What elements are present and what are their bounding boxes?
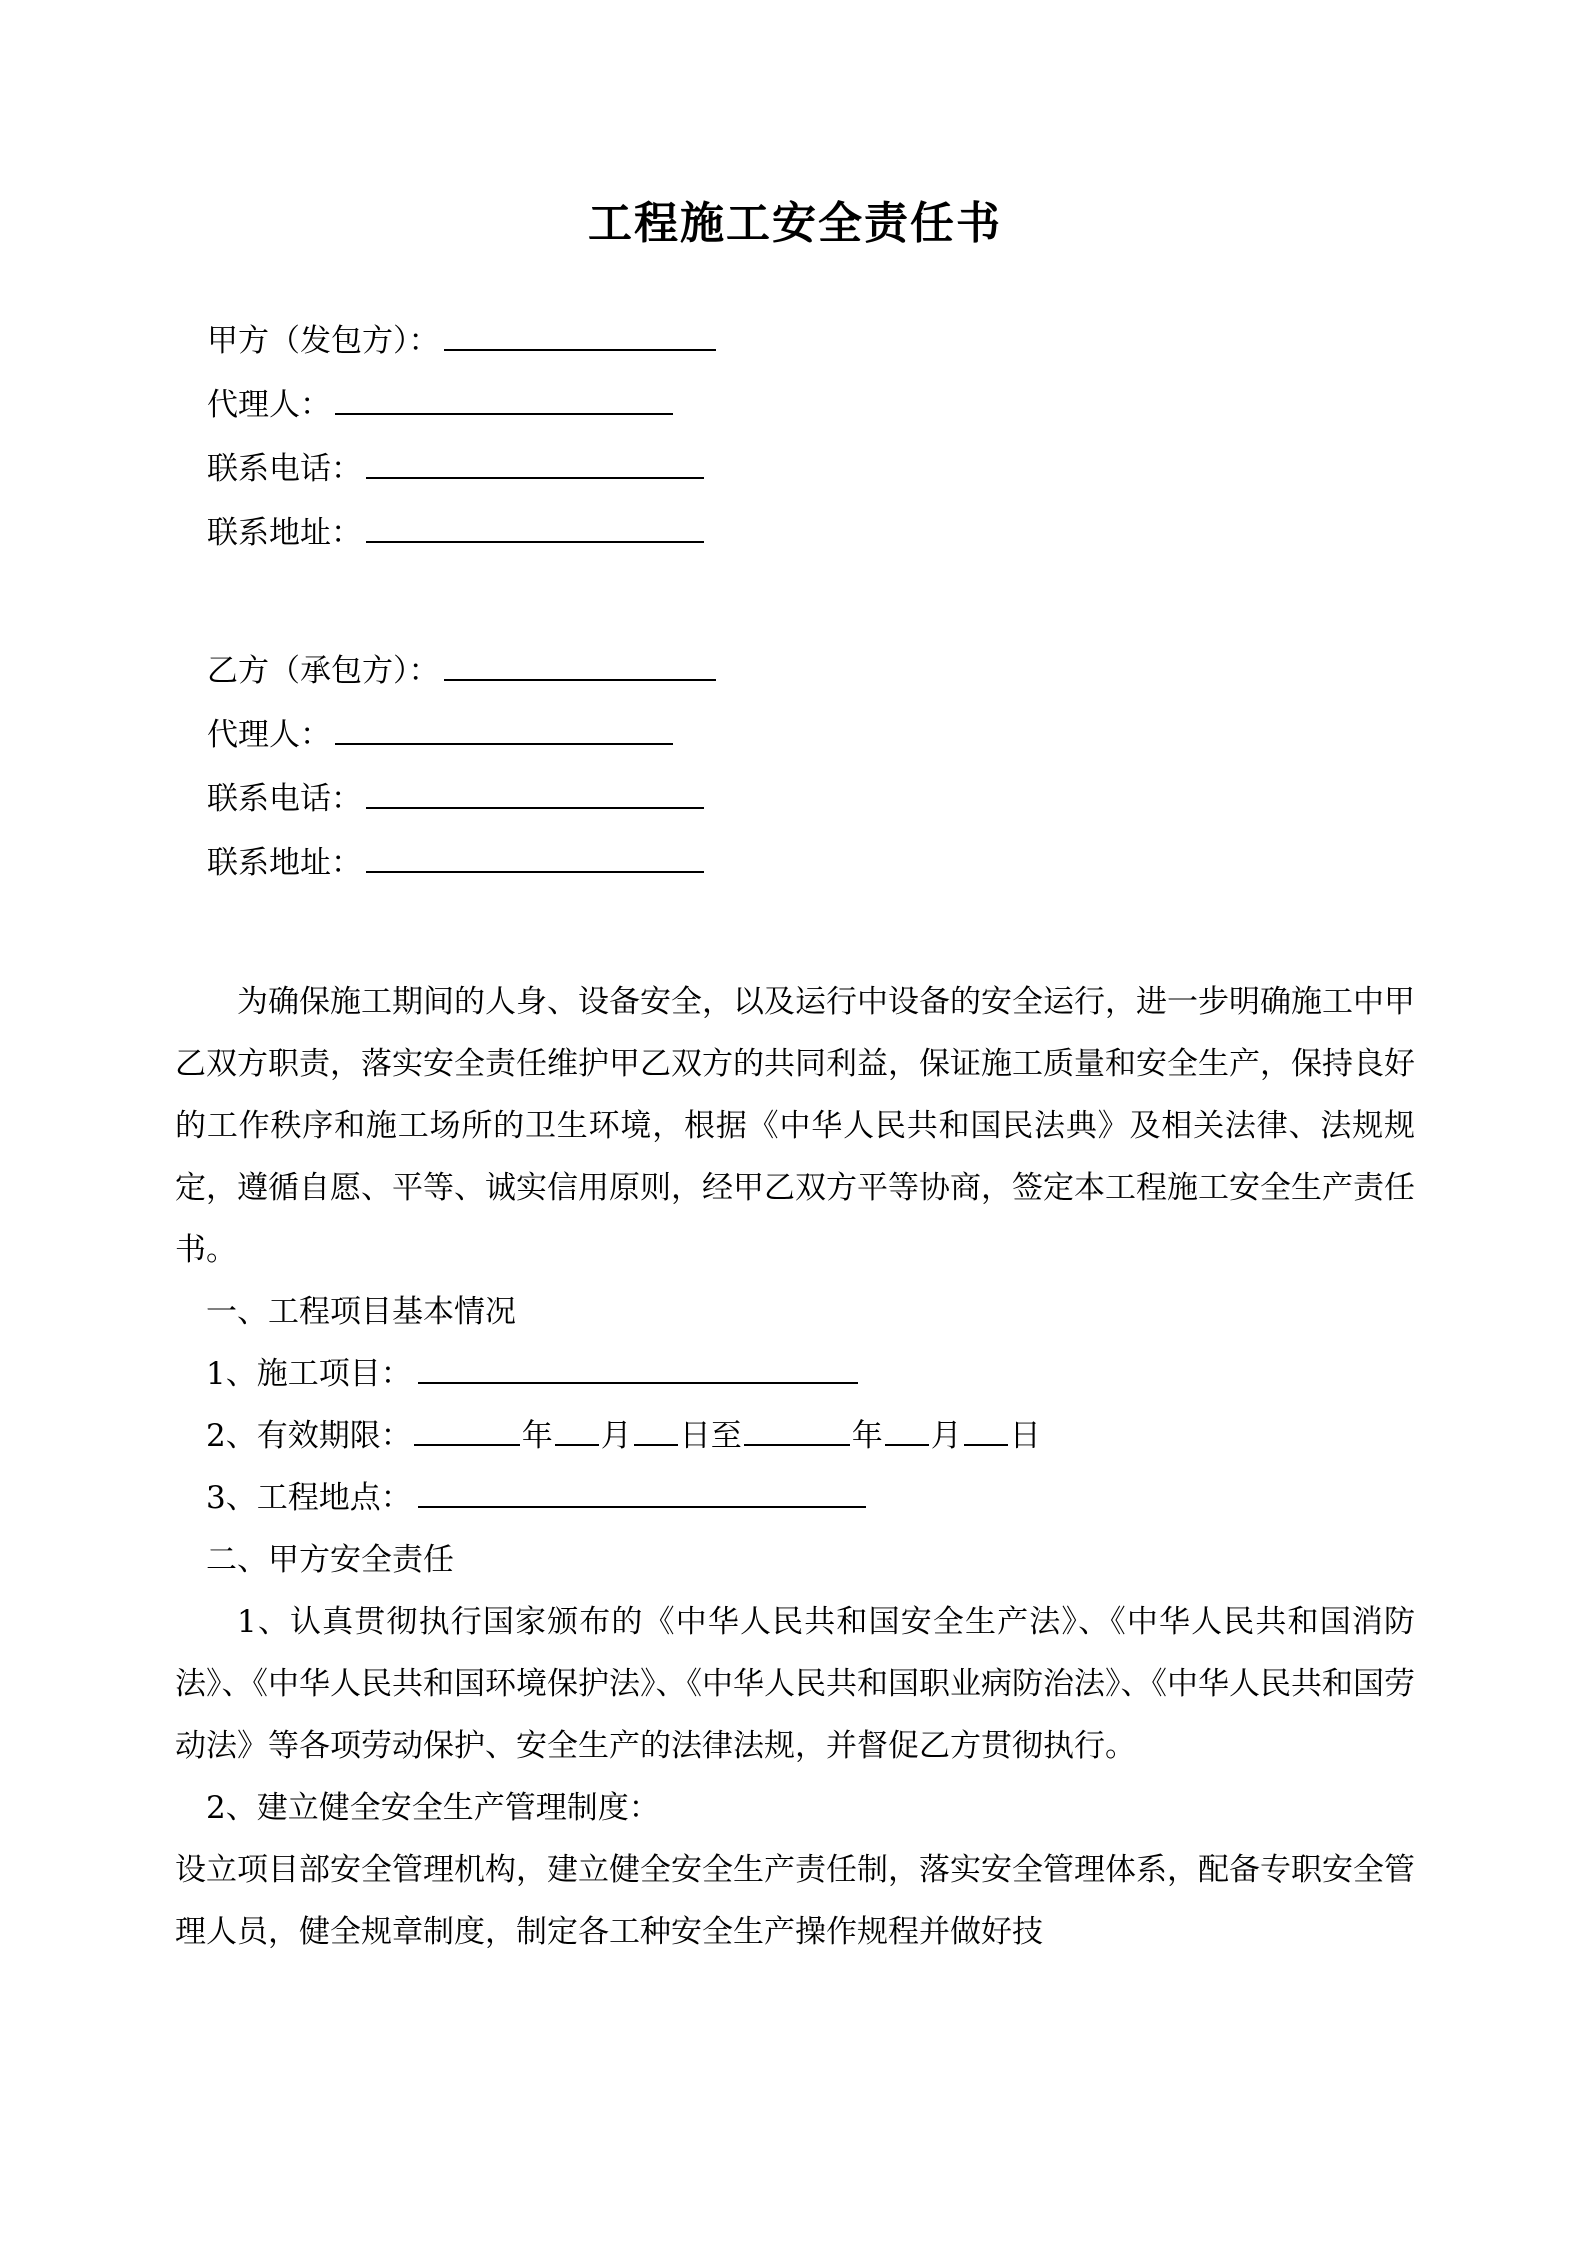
party-b-phone-label: 联系电话： bbox=[207, 780, 362, 817]
party-b-block bbox=[175, 649, 1415, 905]
party-a-agent-label: 代理人： bbox=[207, 386, 331, 423]
party-a-name-input[interactable] bbox=[444, 319, 716, 351]
project-location-input[interactable] bbox=[418, 1478, 866, 1508]
preamble-paragraph: 为确保施工期间的人身、设备安全，以及运行中设备的安全运行，进一步明确施工中甲乙双方职责，落实安全责任维护甲乙双方的共同利益，保证施工质量和安全生产，保持良好的工作秩序和施工场所的卫生环境，根据《中华人民共和国民法典》及相关法律、法规规定，遵循自愿、平等、诚实信用原则，经甲乙双方平等协商，签定本工程施工安全生产责任书。 bbox=[175, 983, 1415, 1268]
party-b-name-row bbox=[175, 649, 1415, 713]
page-title: 工程施工安全责任书 bbox=[588, 198, 1002, 249]
start-year-unit: 年 bbox=[521, 1417, 553, 1454]
party-a-name-label: 甲方（发包方）： bbox=[207, 322, 440, 359]
section-two-item2-body: 设立项目部安全管理机构，建立健全安全生产责任制，落实安全管理体系，配备专职安全管理人员，健全规章制度，制定各工种安全生产操作规程并做好技 bbox=[175, 1851, 1415, 1950]
construction-project-input[interactable] bbox=[418, 1354, 858, 1384]
party-b-phone-row bbox=[175, 777, 1415, 841]
party-b-address-label: 联系地址： bbox=[207, 844, 362, 881]
spacer bbox=[175, 905, 1415, 971]
section-two-item2-heading: 2、建立健全安全生产管理制度： bbox=[206, 1789, 660, 1826]
section-one-item1-row bbox=[175, 1343, 1415, 1405]
party-a-agent-row bbox=[175, 383, 1415, 447]
start-year-input[interactable] bbox=[414, 1416, 520, 1446]
party-b-agent-row bbox=[175, 713, 1415, 777]
section-one-item2-row bbox=[175, 1405, 1415, 1467]
end-month-input[interactable] bbox=[885, 1416, 929, 1446]
party-b-name-input[interactable] bbox=[444, 649, 716, 681]
end-day-unit: 日 bbox=[1009, 1417, 1041, 1454]
section-one-heading: 一、工程项目基本情况 bbox=[206, 1293, 516, 1330]
party-a-address-row bbox=[175, 511, 1415, 575]
start-day-unit: 日 bbox=[679, 1417, 711, 1454]
party-a-name-row bbox=[175, 319, 1415, 383]
section-one-item3-label: 3、工程地点： bbox=[206, 1479, 412, 1516]
start-day-input[interactable] bbox=[634, 1416, 678, 1446]
end-year-unit: 年 bbox=[851, 1417, 883, 1454]
party-a-address-input[interactable] bbox=[366, 511, 704, 543]
start-month-unit: 月 bbox=[600, 1417, 632, 1454]
start-month-input[interactable] bbox=[555, 1416, 599, 1446]
party-a-phone-row bbox=[175, 447, 1415, 511]
section-one-item1-label: 1、施工项目： bbox=[206, 1355, 412, 1392]
party-a-block bbox=[175, 319, 1415, 575]
party-b-address-row bbox=[175, 841, 1415, 905]
party-b-agent-input[interactable] bbox=[335, 713, 673, 745]
section-two-heading: 二、甲方安全责任 bbox=[206, 1541, 454, 1578]
party-a-phone-label: 联系电话： bbox=[207, 450, 362, 487]
section-two-item1-paragraph: 1、认真贯彻执行国家颁布的《中华人民共和国安全生产法》、《中华人民共和国消防法》、《中华人民共和国环境保护法》、《中华人民共和国职业病防治法》、《中华人民共和国劳动法》等各项劳动保护、安全生产的法律法规，并督促乙方贯彻执行。 bbox=[175, 1603, 1415, 1764]
end-day-input[interactable] bbox=[964, 1416, 1008, 1446]
end-month-unit: 月 bbox=[930, 1417, 962, 1454]
end-year-input[interactable] bbox=[744, 1416, 850, 1446]
party-a-phone-input[interactable] bbox=[366, 447, 704, 479]
document-body bbox=[175, 0, 1415, 1963]
party-a-agent-input[interactable] bbox=[335, 383, 673, 415]
party-b-agent-label: 代理人： bbox=[207, 716, 331, 753]
party-b-phone-input[interactable] bbox=[366, 777, 704, 809]
section-one-item3-row bbox=[175, 1467, 1415, 1529]
party-a-address-label: 联系地址： bbox=[207, 514, 362, 551]
party-b-address-input[interactable] bbox=[366, 841, 704, 873]
party-b-name-label: 乙方（承包方）： bbox=[207, 652, 440, 689]
date-range-separator: 至 bbox=[710, 1417, 742, 1454]
section-one-item2-label: 2、有效期限： bbox=[206, 1417, 412, 1454]
